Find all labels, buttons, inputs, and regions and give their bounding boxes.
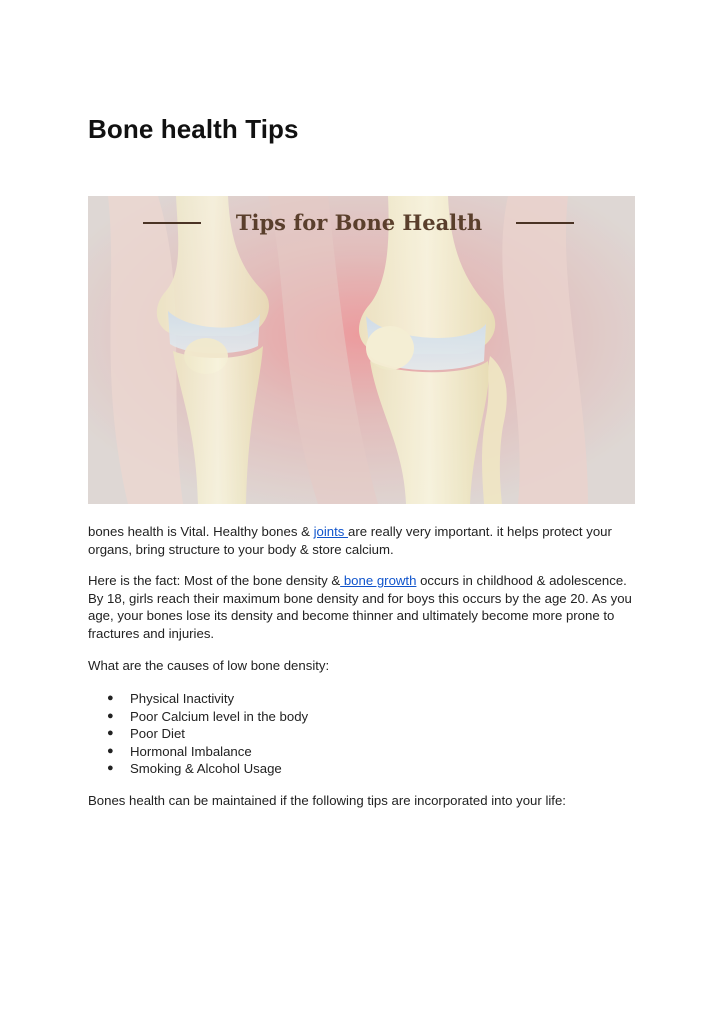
bone-growth-link[interactable]: bone growth — [340, 573, 417, 588]
knee-bones-illustration — [88, 196, 635, 504]
intro-paragraph — [88, 523, 644, 558]
causes-heading: What are the causes of low bone density: — [88, 658, 330, 673]
bullet-icon: ● — [107, 692, 114, 704]
fact-paragraph — [88, 572, 644, 642]
closing-paragraph: Bones health can be maintained if the following tips are incorporated into your life: — [88, 793, 566, 808]
bullet-icon: ● — [107, 744, 114, 757]
banner-title: Tips for Bone Health — [235, 210, 483, 235]
bullet-icon: ● — [107, 709, 114, 722]
hero-image — [88, 196, 635, 504]
list-item: ● Physical Inactivity — [107, 691, 235, 706]
fact-text-start: Here is the fact: Most of the bone density & — [88, 573, 341, 588]
intro-text-start: bones health is Vital. Healthy bones & — [88, 524, 314, 539]
list-item: ● Smoking & Alcohol Usage — [107, 761, 282, 777]
list-item: ● Poor Calcium level in the body — [107, 708, 309, 724]
causes-list — [88, 690, 308, 778]
fact-text-end: occurs in childhood & adolescence. By 18, girls reach their maximum bone density and for boys this occurs by the age 20. As you age, your bones lose its density and become thinner and ultimately become more prone to fractures and injuries. — [88, 573, 632, 641]
intro-text-end: are really very important. it helps protect your organs, bring structure to your body & store calcium. — [88, 524, 612, 557]
joints-link[interactable]: joints — [313, 524, 349, 539]
list-item: ● Hormonal Imbalance — [107, 743, 252, 759]
list-item: ● Poor Diet — [107, 726, 185, 742]
bullet-icon: ● — [107, 762, 114, 775]
bullet-icon: ● — [107, 727, 114, 740]
page-title: Bone health Tips — [88, 114, 299, 144]
